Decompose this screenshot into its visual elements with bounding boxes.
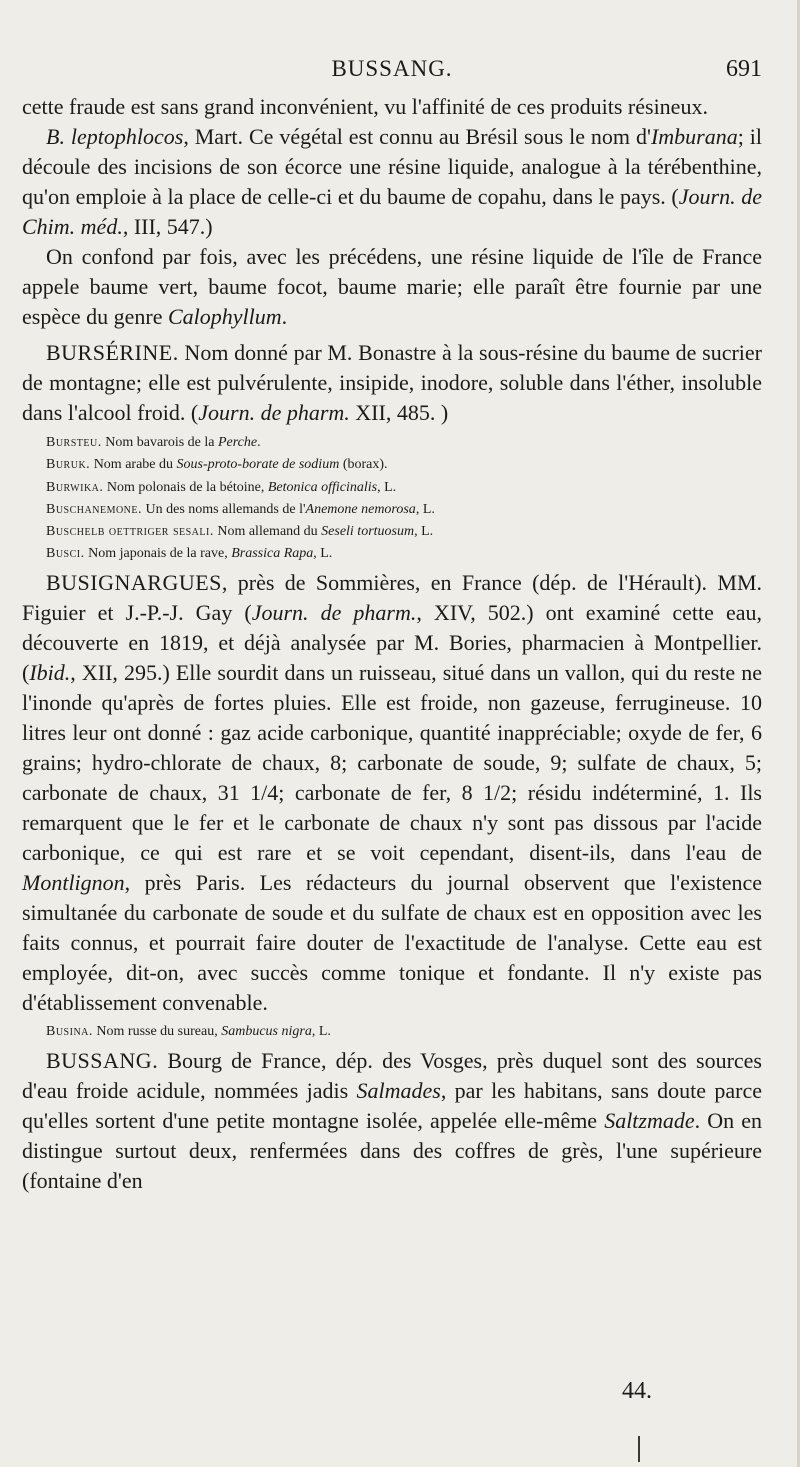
entry-term: BUSIGNARGUES bbox=[46, 569, 222, 595]
entry-term: Busci. bbox=[46, 546, 85, 562]
emphasis: Saltzmade bbox=[604, 1108, 695, 1134]
journal-reference: Journ. de Chim. méd. bbox=[22, 184, 762, 239]
place-name: Montlignon bbox=[22, 869, 125, 895]
entry-burserine: BURSÉRINE. Nom donné par M. Bonastre à la sous-résine du baume de sucrier de montagne; elle est pulvérulente, insipide, inodore, soluble dans l'éther, insoluble dans l'alcool froid. (Journ. de pharm. XII, 485. ) bbox=[22, 340, 762, 425]
body-text bbox=[22, 92, 762, 1196]
scan-mark bbox=[638, 1436, 640, 1462]
journal-reference: Journ. de pharm. bbox=[198, 400, 350, 425]
minor-entry: Buschelb oettriger sesali. Nom allemand du Seseli tortuosum, L. bbox=[46, 524, 434, 540]
entry-term: Burwika. bbox=[46, 479, 104, 495]
entry-leptophlocos: B. leptophlocos, Mart. Ce végétal est connu au Brésil sous le nom d'Imburana; il découle des incisions de son écorce une résine liquide, analogue à la térébenthine, qu'on emploie à la place de celle-ci et du baume de copahu, dans le pays. (Journ. de Chim. méd., III, 547.) bbox=[22, 124, 762, 239]
continuation-paragraph: cette fraude est sans grand inconvénient, vu l'affinité de ces produits résineux. bbox=[22, 94, 708, 119]
emphasis: Salmades bbox=[356, 1078, 441, 1104]
entry-term: Buruk. bbox=[46, 457, 91, 473]
minor-entry: Bursteu. Nom bavarois de la Perche. bbox=[46, 435, 261, 450]
minor-entry-busina: Busina. Nom russe du sureau, Sambucus nigra, L. bbox=[46, 1023, 331, 1039]
entry-busignargues: BUSIGNARGUES, près de Sommières, en France (dép. de l'Hérault). MM. Figuier et J.-P.-J. Gay (Journ. de pharm., XIV, 502.) ont examiné cette eau, découverte en 1819, et déjà analysée par M. Bories, pharmacien à Montpellier. (Ibid., XII, 295.) Elle sourdit dans un ruisseau, situé dans un vallon, qui du reste ne l'inonde qu'après de fortes pluies. Elle est froide, non gazeuse, ferrugineuse. 10 litres leur ont donné : gaz acide carbonique, quantité inappréciable; oxyde de fer, 6 grains; hydro-chlorate de chaux, 8; carbonate de soude, 9; sulfate de chaux, 5; carbonate de chaux, 31 1/4; carbonate de fer, 8 1/2; résidu indéterminé, 1. Ils remarquent que le fer et le carbonate de chaux n'y sont pas dissous par l'acide carbonique, ce qui est rare et se voit cependant, disent-ils, dans l'eau de Montlignon, près Paris. Les rédacteurs du journal observent que l'existence simultanée du carbonate de soude et du sulfate de chaux est en opposition avec les faits connus, et pourrait faire douter de l'exactitude de l'analyse. Cette eau est employée, dit-on, avec succès comme tonique et fondante. Il n'y existe pas d'établissement convenable. bbox=[22, 569, 762, 1015]
minor-entry: Buruk. Nom arabe du Sous-proto-borate de sodium (borax). bbox=[46, 457, 388, 473]
entry-term: Busina. bbox=[46, 1023, 93, 1039]
emphasis: Imburana bbox=[650, 124, 738, 149]
journal-reference: Ibid. bbox=[29, 659, 71, 685]
running-title: BUSSANG. bbox=[331, 56, 453, 81]
entry-term: B. leptophlocos bbox=[46, 124, 184, 149]
emphasis: Calophyllum bbox=[167, 304, 282, 329]
minor-entry: Buschanemone. Un des noms allemands de l'Anemone nemorosa, L. bbox=[46, 501, 435, 517]
entry-term: Buschanemone. bbox=[46, 501, 143, 517]
entry-term: BURSÉRINE. bbox=[46, 340, 179, 365]
paragraph-baume-vert: On confond par fois, avec les précédens, une résine liquide de l'île de France appele baume vert, baume focot, baume marie; elle paraît être fournie par une espèce du genre Calophyllum. bbox=[22, 244, 762, 329]
page-number: 691 bbox=[726, 56, 762, 82]
minor-entry: Burwika. Nom polonais de la bétoine, Betonica officinalis, L. bbox=[46, 479, 397, 495]
journal-reference: Journ. de pharm. bbox=[251, 599, 417, 625]
minor-entry: Busci. Nom japonais de la rave, Brassica Rapa, L. bbox=[46, 546, 333, 562]
signature-mark: 44. bbox=[622, 1378, 652, 1404]
entry-bussang: BUSSANG. Bourg de France, dép. des Vosges, près duquel sont des sources d'eau froide acidule, nommées jadis Salmades, par les habitans, sans doute parce qu'elles sortent d'une petite montagne isolée, appelée elle-même Saltzmade. On en distingue surtout deux, renfermées dans des coffres de grès, l'une supérieure (fontaine d'en bbox=[22, 1048, 763, 1194]
entry-term: Bursteu. bbox=[46, 435, 102, 450]
entry-term: BUSSANG. bbox=[46, 1048, 159, 1074]
running-head bbox=[22, 56, 762, 88]
minor-entries bbox=[22, 432, 762, 566]
entry-term: Buschelb oettriger sesali. bbox=[46, 524, 214, 540]
